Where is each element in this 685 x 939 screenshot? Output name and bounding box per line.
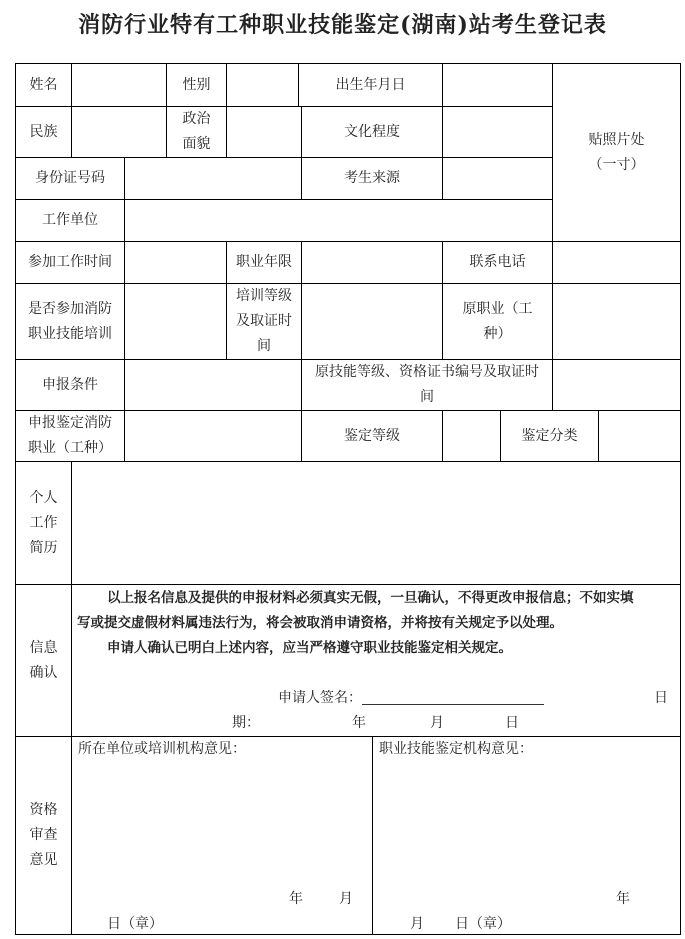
workplace-field[interactable] xyxy=(125,200,552,241)
id-number-field[interactable] xyxy=(125,158,301,199)
training-attended-label-line: 职业技能培训 xyxy=(28,325,112,342)
training-level-field[interactable] xyxy=(302,284,442,359)
unit-opinion-label: 所在单位或培训机构意见： xyxy=(78,741,246,757)
appraisal-level-field[interactable] xyxy=(443,411,500,461)
year-label: 年 xyxy=(352,715,366,731)
original-job-label xyxy=(443,284,552,359)
qualification-review-label-line: 资格 xyxy=(29,802,58,818)
signature-field[interactable] xyxy=(362,704,544,705)
education-field[interactable] xyxy=(443,107,552,157)
applied-occupation-label-line: 申报鉴定消防 xyxy=(28,415,112,431)
original-job-field[interactable] xyxy=(553,284,680,359)
applied-occupation-label-line: 职业（工种） xyxy=(28,440,112,456)
qualification-review-label-line: 审查 xyxy=(29,827,58,843)
training-level-label-line: 间 xyxy=(257,338,271,354)
name-field[interactable] xyxy=(72,64,166,106)
training-attended-field[interactable] xyxy=(125,284,226,359)
appraisal-category-field[interactable] xyxy=(599,411,680,461)
gender-field[interactable] xyxy=(227,64,298,106)
work-start-label: 参加工作时间 xyxy=(28,254,112,270)
career-years-field[interactable] xyxy=(302,242,442,283)
training-level-label-line: 培训等级 xyxy=(236,288,292,304)
confirmation-notice-line: 以上报名信息及提供的申报材料必须真实无假，一旦确认，不得更改申报信息；不如实填 xyxy=(107,590,634,606)
appraisal-category-label: 鉴定分类 xyxy=(521,427,578,444)
month-label: 月 xyxy=(410,916,424,932)
training-attended-label-line: 是否参加消防 xyxy=(28,300,112,317)
ethnicity-label: 民族 xyxy=(29,123,58,140)
political-status-field[interactable] xyxy=(227,107,301,157)
unit-opinion-field[interactable] xyxy=(72,737,372,934)
original-certificate-label-line: 原技能等级、资格证书编号及取证时 xyxy=(315,364,539,380)
day-label: 日 xyxy=(654,690,668,706)
month-label: 月 xyxy=(339,891,353,907)
ethnicity-field[interactable] xyxy=(72,107,166,157)
training-level-label xyxy=(227,284,301,359)
confirmation-label-line: 确认 xyxy=(29,664,58,681)
career-years-label: 职业年限 xyxy=(236,254,292,270)
original-certificate-field[interactable] xyxy=(553,360,680,410)
application-condition-field[interactable] xyxy=(125,360,301,410)
birth-date-field[interactable] xyxy=(443,64,552,106)
photo-size-label: （一寸） xyxy=(588,156,645,173)
resume-label-line: 个人 xyxy=(29,489,58,506)
agency-opinion-label: 职业技能鉴定机构意见： xyxy=(379,741,533,757)
political-status-label xyxy=(167,107,226,157)
appraisal-level-label: 鉴定等级 xyxy=(344,427,400,444)
confirmation-label-line: 信息 xyxy=(29,639,58,656)
photo-area[interactable] xyxy=(553,64,680,241)
education-label: 文化程度 xyxy=(344,123,400,140)
original-certificate-label xyxy=(302,360,552,410)
phone-field[interactable] xyxy=(553,242,680,283)
photo-label: 贴照片处 xyxy=(588,131,645,148)
name-label: 姓名 xyxy=(29,76,58,93)
political-status-label-line: 面貌 xyxy=(182,136,211,152)
year-label: 年 xyxy=(616,891,630,907)
confirmation-label xyxy=(16,585,71,736)
resume-label-line: 简历 xyxy=(29,539,58,556)
day-seal-label: 日（章） xyxy=(455,916,511,932)
original-certificate-label-line: 间 xyxy=(420,389,434,405)
candidate-source-label: 考生来源 xyxy=(344,170,400,186)
political-status-label-line: 政治 xyxy=(182,111,211,127)
day-label: 日 xyxy=(505,715,519,731)
confirmation-notice-line: 写或提交虚假材料属违法行为，将会被取消申请资格，并将按有关规定予以处理。 xyxy=(77,615,563,631)
month-label: 月 xyxy=(430,715,444,731)
row-divider xyxy=(15,584,681,585)
resume-label xyxy=(16,462,71,584)
birth-date-label: 出生年月日 xyxy=(335,76,406,93)
workplace-label: 工作单位 xyxy=(42,212,98,228)
agency-opinion-field[interactable] xyxy=(373,737,680,934)
qualification-review-label xyxy=(16,737,71,934)
work-start-field[interactable] xyxy=(125,242,226,283)
applied-occupation-field[interactable] xyxy=(125,411,301,461)
resume-field[interactable] xyxy=(72,462,680,584)
application-condition-label: 申报条件 xyxy=(42,376,98,393)
original-job-label-line: 种） xyxy=(483,325,512,342)
resume-label-line: 工作 xyxy=(29,514,58,531)
training-level-label-line: 及取证时 xyxy=(236,313,292,329)
signature-label: 申请人签名： xyxy=(278,690,362,706)
candidate-source-field[interactable] xyxy=(443,158,552,199)
qualification-review-label-line: 意见 xyxy=(29,852,58,868)
day-seal-label: 日（章） xyxy=(107,916,163,932)
gender-label: 性别 xyxy=(182,76,211,93)
confirmation-statement: 申请人确认已明白上述内容，应当严格遵守职业技能鉴定相关规定。 xyxy=(107,640,512,656)
phone-label: 联系电话 xyxy=(469,254,526,270)
date-label: 期： xyxy=(232,715,260,731)
year-label: 年 xyxy=(289,891,303,907)
id-number-label: 身份证号码 xyxy=(35,170,105,186)
applied-occupation-label xyxy=(16,411,124,461)
form-title: 消防行业特有工种职业技能鉴定(湖南)站考生登记表 xyxy=(78,12,607,38)
original-job-label-line: 原职业（工 xyxy=(462,300,533,317)
training-attended-label xyxy=(16,284,124,359)
